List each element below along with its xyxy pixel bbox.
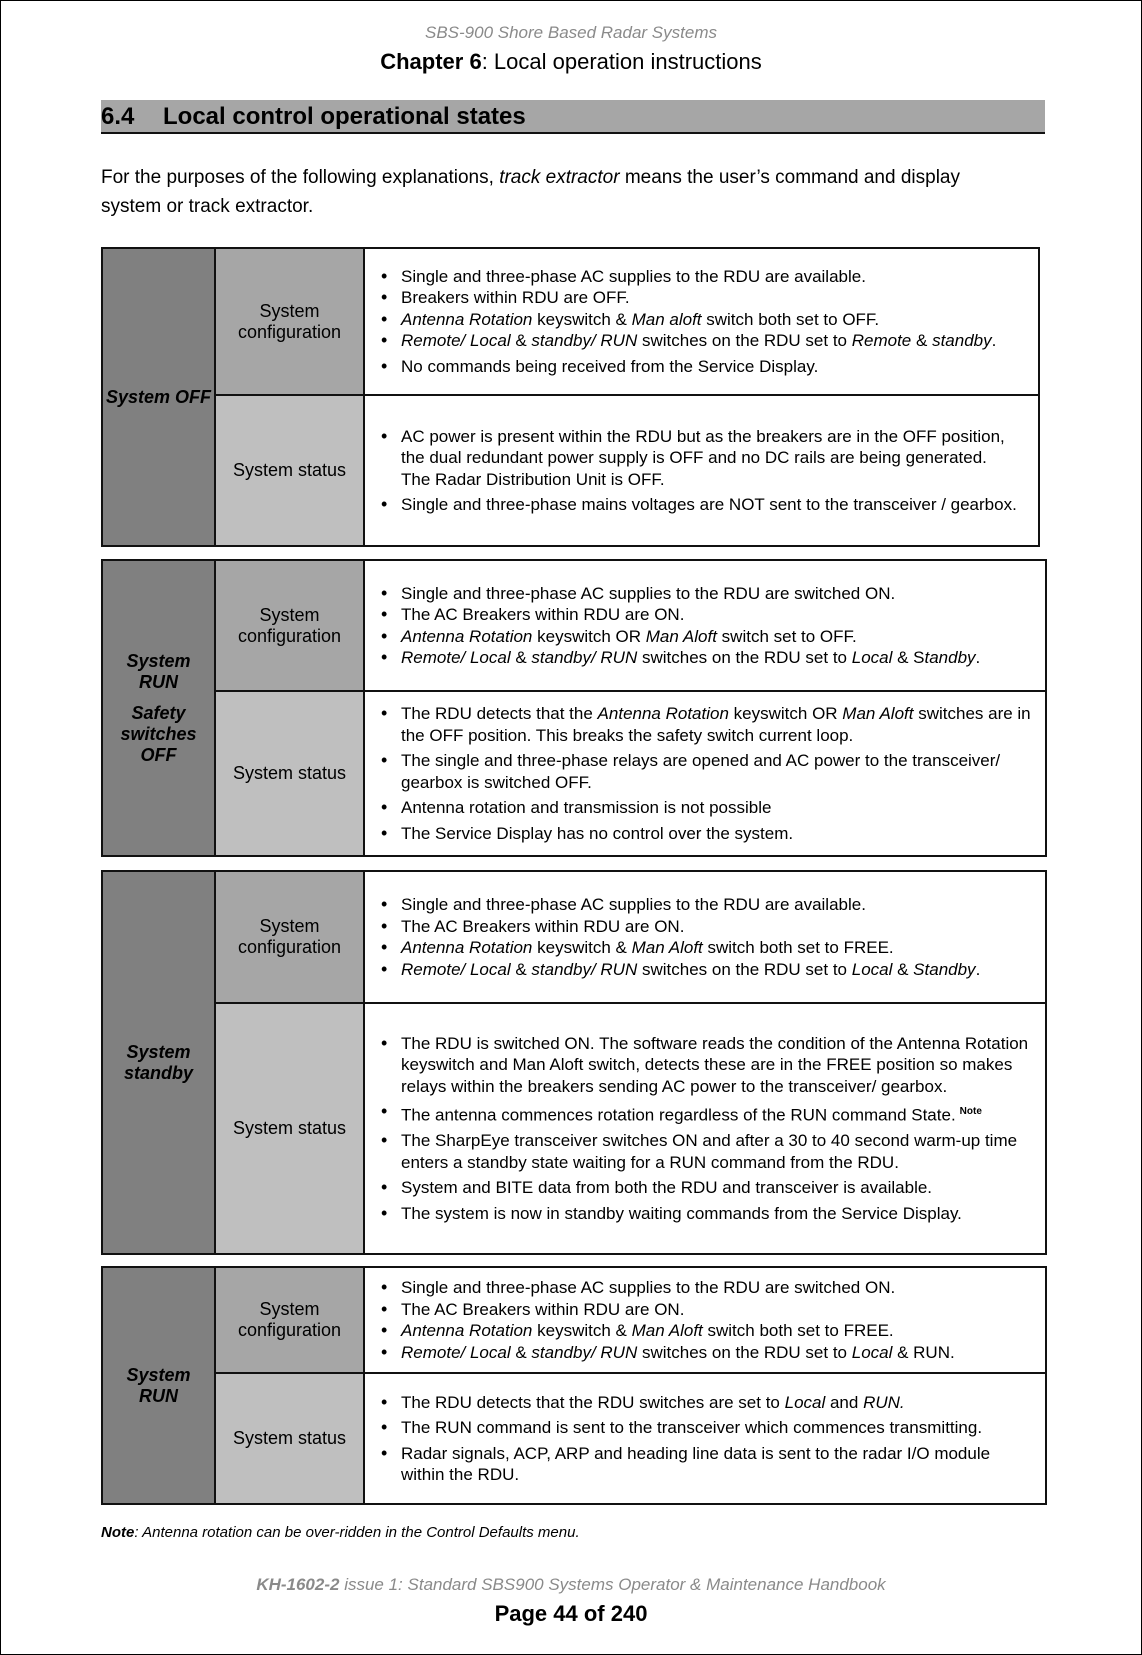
chapter-label: Chapter 6 xyxy=(380,49,482,74)
status-label: System status xyxy=(215,1373,364,1504)
config-item: • Antenna Rotation keyswitch & Man aloft switch both set to OFF. xyxy=(401,309,1028,331)
config-content xyxy=(364,1267,1046,1373)
config-item: • The AC Breakers within RDU are ON. xyxy=(401,604,1035,626)
config-content xyxy=(364,560,1046,691)
status-content xyxy=(364,395,1039,546)
state-label xyxy=(102,560,215,856)
note-marker: Note xyxy=(959,1106,982,1118)
config-label: System configuration xyxy=(215,871,364,1003)
state-table-system-run xyxy=(101,1266,1047,1505)
state-label-sub: Safety switches OFF xyxy=(120,702,197,765)
config-item: • The AC Breakers within RDU are ON. xyxy=(401,916,1035,938)
state-table-system-off xyxy=(101,247,1040,547)
page-number: Page 44 of 240 xyxy=(494,1601,648,1626)
status-content xyxy=(364,1373,1046,1504)
running-header-chapter xyxy=(1,49,1141,75)
state-table-system-run-safety-off xyxy=(101,559,1047,857)
footnote-text: : Antenna rotation can be over-ridden in the Control Defaults menu. xyxy=(134,1524,580,1541)
config-item: • Single and three-phase AC supplies to the RDU are switched ON. xyxy=(401,583,1035,605)
state-table-system-standby xyxy=(101,870,1047,1255)
config-item: • Remote/ Local & standby/ RUN switches on the RDU set to Local & Standby. xyxy=(401,959,1035,981)
status-label: System status xyxy=(215,1003,364,1254)
status-item: • The SharpEye transceiver switches ON and after a 30 to 40 second warm-up time enters a standby state waiting for a RUN command from the RDU. xyxy=(401,1130,1035,1173)
status-label: System status xyxy=(215,691,364,856)
section-title: Local control operational states xyxy=(163,103,526,130)
config-item: • Single and three-phase AC supplies to the RDU are available. xyxy=(401,266,1028,288)
status-item: • Antenna rotation and transmission is not possible xyxy=(401,797,1035,819)
config-item: • No commands being received from the Service Display. xyxy=(401,356,1028,378)
config-item: • Antenna Rotation keyswitch & Man Aloft switch both set to FREE. xyxy=(401,1320,1035,1342)
config-item: • The AC Breakers within RDU are ON. xyxy=(401,1299,1035,1321)
config-label: System configuration xyxy=(215,248,364,395)
status-item: • The antenna commences rotation regardless of the RUN command State. $^{Note}$ xyxy=(401,1101,1035,1126)
status-item: • The single and three-phase relays are opened and AC power to the transceiver/ gearbox is switched OFF. xyxy=(401,750,1035,793)
intro-term: track extractor xyxy=(499,167,620,188)
config-label: System configuration xyxy=(215,560,364,691)
status-content xyxy=(364,691,1046,856)
state-label: System RUN xyxy=(102,1267,215,1504)
section-number: 6.4 xyxy=(101,103,135,130)
status-item: • The RDU is switched ON. The software reads the condition of the Antenna Rotation keyswitch and Man Aloft switch, detects these are in the FREE position so makes relays within the breakers sending AC power to the transceiver/ gearbox. xyxy=(401,1033,1035,1098)
config-item: • Remote/ Local & standby/ RUN switches on the RDU set to Local & RUN. xyxy=(401,1342,1035,1364)
state-label-main: System RUN xyxy=(126,650,191,692)
document-id: KH-1602-2 xyxy=(256,1575,340,1594)
status-content xyxy=(364,1003,1046,1254)
status-item: • Single and three-phase mains voltages are NOT sent to the transceiver / gearbox. xyxy=(401,494,1028,516)
intro-text-post: means the user’s command and display system or track extractor. xyxy=(101,167,960,217)
status-item: • AC power is present within the RDU but as the breakers are in the OFF position, the dual redundant power supply is OFF and no DC rails are being generated. The Radar Distribution Unit is OFF. xyxy=(401,426,1028,491)
state-label: System standby xyxy=(102,871,215,1254)
footnote xyxy=(101,1524,580,1541)
intro-paragraph xyxy=(101,163,1001,221)
chapter-title: : Local operation instructions xyxy=(481,49,762,74)
document-title: issue 1: Standard SBS900 Systems Operator & Maintenance Handbook xyxy=(339,1575,886,1594)
running-header-product: SBS-900 Shore Based Radar Systems xyxy=(425,23,717,42)
running-footer-document xyxy=(1,1575,1141,1595)
config-content xyxy=(364,871,1046,1003)
status-item: • The RDU detects that the Antenna Rotation keyswitch OR Man Aloft switches are in the OFF position. This breaks the safety switch current loop. xyxy=(401,703,1035,746)
config-item: • Remote/ Local & standby/ RUN switches on the RDU set to Remote & standby. xyxy=(401,330,1028,352)
status-item: • The Service Display has no control over the system. xyxy=(401,823,1035,845)
intro-text-pre: For the purposes of the following explanations, xyxy=(101,167,500,188)
config-label: System configuration xyxy=(215,1267,364,1373)
config-item: • Single and three-phase AC supplies to the RDU are available. xyxy=(401,894,1035,916)
status-label: System status xyxy=(215,395,364,546)
config-item: • Remote/ Local & standby/ RUN switches on the RDU set to Local & Standby. xyxy=(401,647,1035,669)
config-item: • Breakers within RDU are OFF. xyxy=(401,287,1028,309)
config-item: • Antenna Rotation keyswitch & Man Aloft switch both set to FREE. xyxy=(401,937,1035,959)
config-content xyxy=(364,248,1039,395)
footnote-label: Note xyxy=(101,1524,135,1541)
status-item: • The RDU detects that the RDU switches are set to Local and RUN. xyxy=(401,1392,1035,1414)
config-item: • Single and three-phase AC supplies to the RDU are switched ON. xyxy=(401,1277,1035,1299)
status-item: • Radar signals, ACP, ARP and heading line data is sent to the radar I/O module within the RDU. xyxy=(401,1443,1035,1486)
section-heading xyxy=(101,100,1045,134)
status-item: • System and BITE data from both the RDU and transceiver is available. xyxy=(401,1177,1035,1199)
status-item: • The system is now in standby waiting commands from the Service Display. xyxy=(401,1203,1035,1225)
config-item: • Antenna Rotation keyswitch OR Man Aloft switch set to OFF. xyxy=(401,626,1035,648)
state-label: System OFF xyxy=(102,248,215,546)
status-item: • The RUN command is sent to the transceiver which commences transmitting. xyxy=(401,1417,1035,1439)
